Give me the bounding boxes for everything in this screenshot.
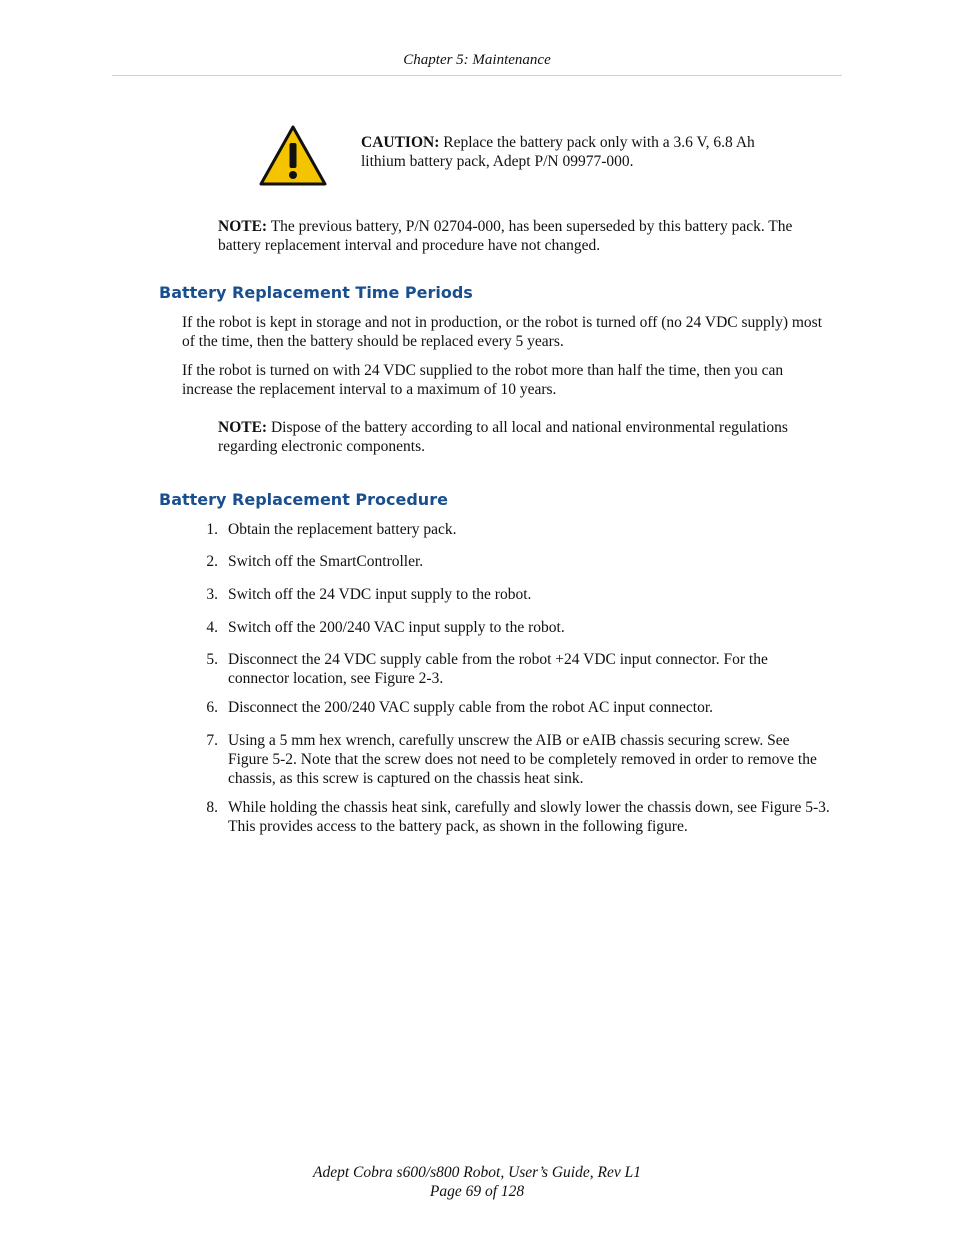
caution-label: CAUTION:	[361, 134, 440, 151]
step-text: Disconnect the 200/240 VAC supply cable from the robot AC input connector.	[228, 699, 714, 716]
note-body: Dispose of the battery according to all local and national environmental regulations regarding electronic components.	[218, 419, 788, 455]
step-text: Using a 5 mm hex wrench, carefully unscrew the AIB or eAIB chassis securing screw. See Figure 5-2. Note that the screw does not need to be completely removed in order to remove the chassis, as this screw is captured on the chassis heat sink.	[228, 732, 817, 787]
step-text: Switch off the 200/240 VAC input supply to the robot.	[228, 619, 565, 636]
step-number: 7.	[206, 732, 218, 749]
step-number: 8.	[206, 799, 218, 816]
section-heading-time-periods: Battery Replacement Time Periods	[159, 283, 473, 302]
step-number: 2.	[206, 553, 218, 570]
header-divider	[112, 75, 842, 76]
note-label: NOTE:	[218, 218, 268, 235]
paragraph-storage: If the robot is kept in storage and not in production, or the robot is turned off (no 24 VDC supply) most of the time, then the battery should be replaced every 5 years.	[182, 314, 823, 350]
running-header: Chapter 5: Maintenance	[403, 52, 551, 68]
step-text: Switch off the 24 VDC input supply to the robot.	[228, 586, 532, 603]
note-disposal	[218, 418, 818, 456]
note-superseded-battery	[218, 217, 818, 255]
step-number: 4.	[206, 619, 218, 636]
paragraph-powered: If the robot is turned on with 24 VDC supplied to the robot more than half the time, then you can increase the replacement interval to a maximum of 10 years.	[182, 362, 784, 398]
document-title: Adept Cobra s600/s800 Robot, User’s Guide, Rev L1	[313, 1164, 641, 1181]
step-number: 3.	[206, 586, 218, 603]
step-text: While holding the chassis heat sink, carefully and slowly lower the chassis down, see Figure 5-3. This provides access to the battery pack, as shown in the following figure.	[228, 799, 830, 835]
step-text: Obtain the replacement battery pack.	[228, 521, 457, 538]
page-number: Page 69 of 128	[429, 1183, 525, 1200]
step-text: Disconnect the 24 VDC supply cable from the robot +24 VDC input connector. For the connector location, see Figure 2-3.	[228, 651, 768, 687]
caution-message	[361, 133, 781, 171]
note-label: NOTE:	[218, 419, 268, 436]
step-number: 6.	[206, 699, 218, 716]
caution-body: Replace the battery pack only with a 3.6 V, 6.8 Ah lithium battery pack, Adept P/N 09977-000.	[361, 134, 755, 170]
page-footer	[112, 1163, 842, 1201]
note-body: The previous battery, P/N 02704-000, has been superseded by this battery pack. The battery replacement interval and procedure have not changed.	[218, 218, 793, 254]
step-text: Switch off the SmartController.	[228, 553, 424, 570]
section-heading-procedure: Battery Replacement Procedure	[159, 490, 448, 509]
warning-triangle-icon	[258, 124, 328, 187]
step-number: 5.	[206, 651, 218, 668]
step-number: 1.	[206, 521, 218, 538]
